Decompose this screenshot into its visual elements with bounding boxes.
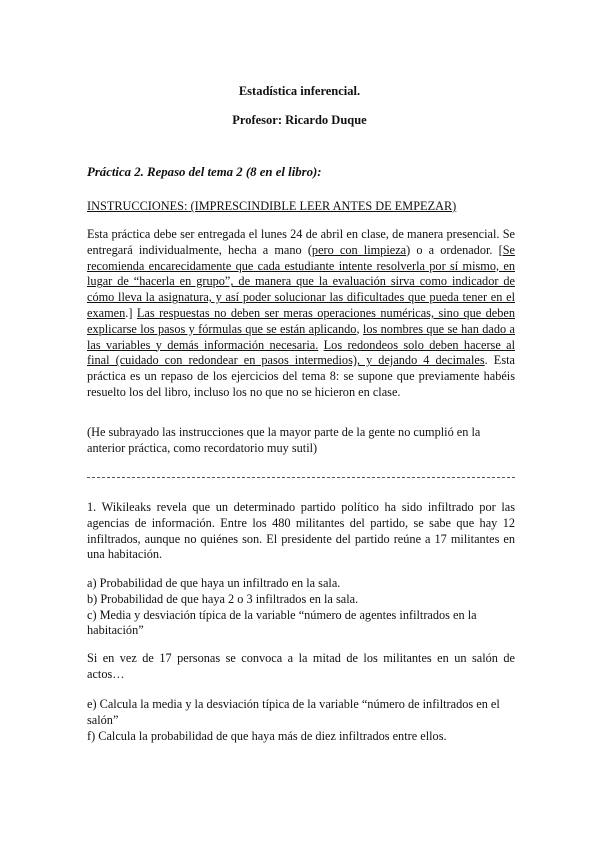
instructions-underlined-4: los nombres que se han dado a las variables y demás información necesaria. [87,321,515,352]
note-paragraph: (He subrayado las instrucciones que la mayor parte de la gente no cumplió en la anterior práctica, como recordatorio muy sutil) [87,425,481,455]
instructions-underlined-3: Las respuestas no deben ser meras operaciones numéricas, sino que deben explicarse los pasos y fórmulas que se están aplicando [87,305,515,336]
instructions-text-2: ) o a ordenador. [ [406,242,503,257]
professor-line: Profesor: Ricardo Duque [232,113,367,127]
instructions-underlined-2: Se recomienda encarecidamente que cada estudiante intente resolverla por sí mismo, en lugar de “hacerla en grupo”, de manera que la evaluación sirva como indicador de cómo lleva la asignatura, y así poder solucionar las dificultades que pueda tener en el examen [87,242,515,320]
instructions-underlined-1: pero con limpieza [311,242,407,257]
instructions-text-4: , [356,321,363,336]
question-c: c) Media y desviación típica de la variable “número de agentes infiltrados en la habitación” [87,607,477,638]
document-title: Estadística inferencial. [238,84,361,98]
question-a: a) Probabilidad de que haya un infiltrado en la sala. [87,576,341,590]
exercise-questions-a [87,576,515,639]
exercise-middle: Si en vez de 17 personas se convoca a la mitad de los militantes en un salón de actos… [87,651,515,681]
instructions-paragraph [87,227,515,401]
question-b: b) Probabilidad de que haya 2 o 3 infiltrados en la sala. [87,591,359,606]
instructions-text-1: Esta práctica debe ser entregada el lunes 24 de abril en clase, de manera presencial. Se entregará individualmente, hecha a mano ( [87,227,515,257]
practice-title: Práctica 2. Repaso del tema 2 (8 en el libro): [87,165,322,179]
instructions-text-3: .] [125,305,137,320]
separator-line [87,477,515,478]
instructions-underlined-5: Los redondeos solo deben hacerse al final (cuidado con redondear en pasos intermedios), y dejando 4 decimales [87,337,516,368]
instructions-text-6: . Esta práctica es un repaso de los ejercicios del tema 8: se supone que previamente habéis resuelto los del libro, incluso los no que no se hicieron en clase. [87,353,515,399]
exercise-intro: 1. Wikileaks revela que un determinado partido político ha sido infiltrado por las agencias de información. Entre los 480 militantes del partido, se sabe que hay 12 infiltrados, aunque no quiénes son. El presidente del partido reúne a 17 militantes en una habitación. [87,500,515,562]
question-f: f) Calcula la probabilidad de que haya más de diez infiltrados entre ellos. [87,728,447,743]
exercise-questions-b [87,697,515,744]
instructions-heading: INSTRUCCIONES: (IMPRESCINDIBLE LEER ANTES DE EMPEZAR) [87,199,457,213]
question-e: e) Calcula la media y la desviación típica de la variable “número de infiltrados en el salón” [87,697,500,727]
